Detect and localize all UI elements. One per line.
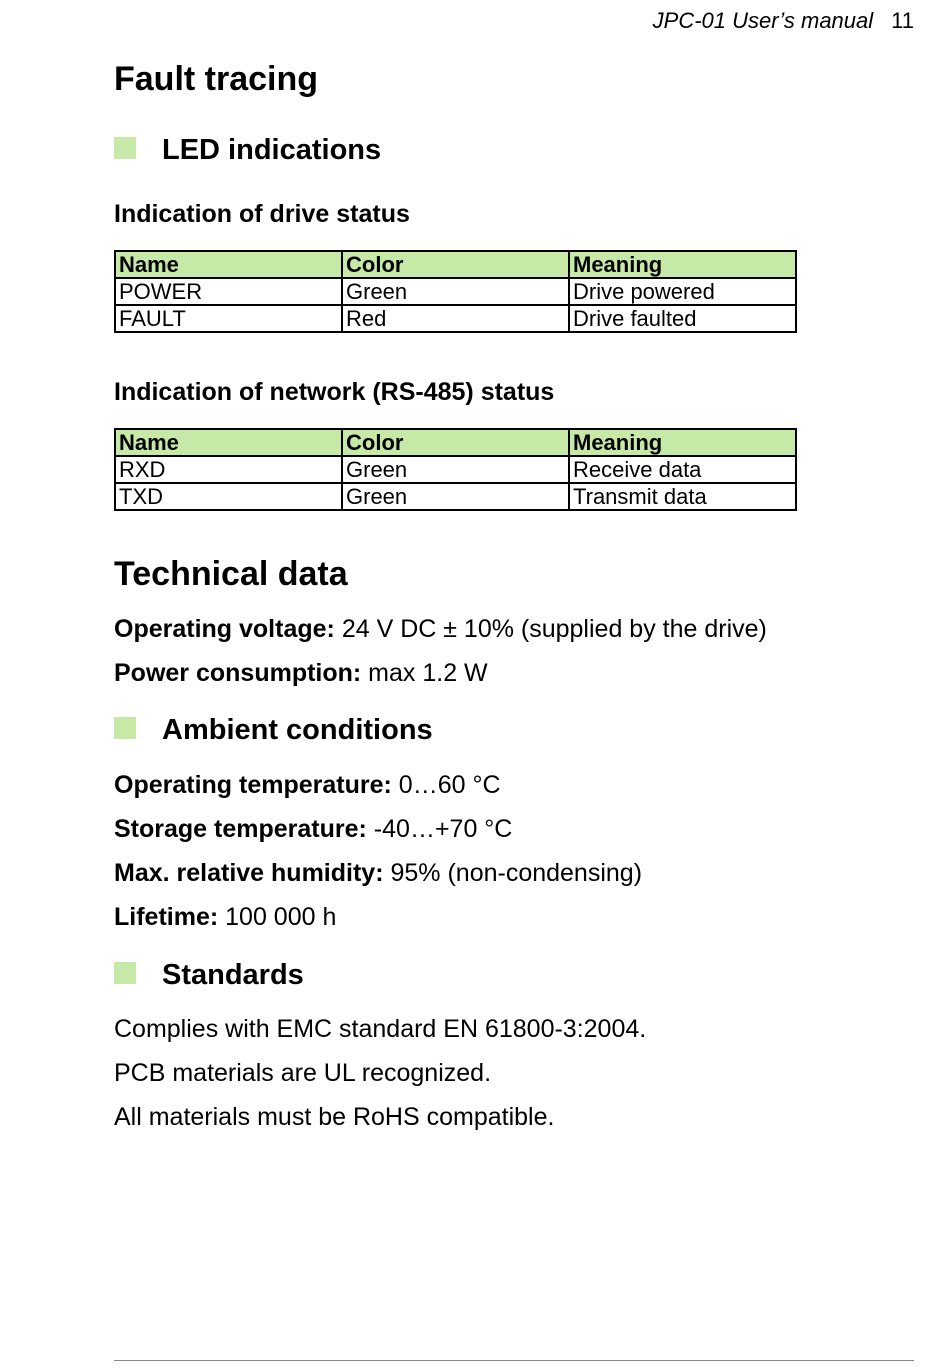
table-row <box>115 456 796 483</box>
subsection-ambient-conditions <box>114 714 433 747</box>
square-bullet-icon <box>114 717 136 739</box>
humidity-label: Max. relative humidity: <box>114 859 384 887</box>
column-header: Meaning <box>569 429 796 456</box>
power-consumption-line <box>114 659 488 688</box>
footer-divider <box>114 1360 914 1361</box>
table-cell: Green <box>342 483 569 510</box>
power-consumption-value: max 1.2 W <box>361 659 488 687</box>
subsection-led-indications-label: LED indications <box>162 134 382 166</box>
humidity-value: 95% (non-condensing) <box>383 859 643 887</box>
drive-status-table <box>114 250 797 333</box>
square-bullet-icon <box>114 137 136 159</box>
column-header: Meaning <box>569 251 796 278</box>
lifetime-value: 100 000 h <box>218 903 337 931</box>
power-consumption-label: Power consumption: <box>114 659 362 687</box>
section-title-fault-tracing: Fault tracing <box>114 60 319 98</box>
table-cell: Receive data <box>569 456 796 483</box>
lifetime-label: Lifetime: <box>114 903 219 931</box>
section-title-technical-data: Technical data <box>114 555 348 593</box>
table-row <box>115 305 796 332</box>
storage-temperature-label: Storage temperature: <box>114 815 367 843</box>
table-row <box>115 278 796 305</box>
table-cell: RXD <box>115 456 342 483</box>
operating-voltage-value: 24 V DC ± 10% (supplied by the drive) <box>334 615 767 643</box>
table-row <box>115 483 796 510</box>
column-header: Name <box>115 251 342 278</box>
column-header: Color <box>342 429 569 456</box>
subsection-led-indications <box>114 134 381 167</box>
lifetime-line <box>114 903 336 932</box>
standards-line: All materials must be RoHS compatible. <box>114 1103 555 1131</box>
network-status-table <box>114 428 797 511</box>
operating-voltage-label: Operating voltage: <box>114 615 335 643</box>
operating-temperature-line <box>114 771 501 800</box>
square-bullet-icon <box>114 962 136 984</box>
drive-status-heading: Indication of drive status <box>114 200 410 228</box>
subsection-standards <box>114 959 304 992</box>
table-cell: POWER <box>115 278 342 305</box>
subsection-ambient-conditions-label: Ambient conditions <box>162 714 433 746</box>
table-cell: Green <box>342 456 569 483</box>
table-cell: Red <box>342 305 569 332</box>
table-cell: Green <box>342 278 569 305</box>
table-cell: Drive powered <box>569 278 796 305</box>
column-header: Color <box>342 251 569 278</box>
operating-voltage-line <box>114 615 767 644</box>
table-header-row <box>115 251 796 278</box>
manual-title: JPC-01 User’s manual <box>652 8 874 33</box>
table-header-row <box>115 429 796 456</box>
storage-temperature-value: -40…+70 °C <box>366 815 513 843</box>
network-status-heading: Indication of network (RS-485) status <box>114 378 555 406</box>
operating-temperature-value: 0…60 °C <box>391 771 501 799</box>
running-header <box>653 8 914 34</box>
standards-line: PCB materials are UL recognized. <box>114 1059 492 1087</box>
operating-temperature-label: Operating temperature: <box>114 771 392 799</box>
humidity-line <box>114 859 642 888</box>
standards-line: Complies with EMC standard EN 61800-3:2004. <box>114 1015 647 1043</box>
column-header: Name <box>115 429 342 456</box>
table-cell: TXD <box>115 483 342 510</box>
subsection-standards-label: Standards <box>162 959 304 991</box>
table-cell: Transmit data <box>569 483 796 510</box>
page-number: 11 <box>891 8 914 33</box>
storage-temperature-line <box>114 815 512 844</box>
table-cell: Drive faulted <box>569 305 796 332</box>
table-cell: FAULT <box>115 305 342 332</box>
